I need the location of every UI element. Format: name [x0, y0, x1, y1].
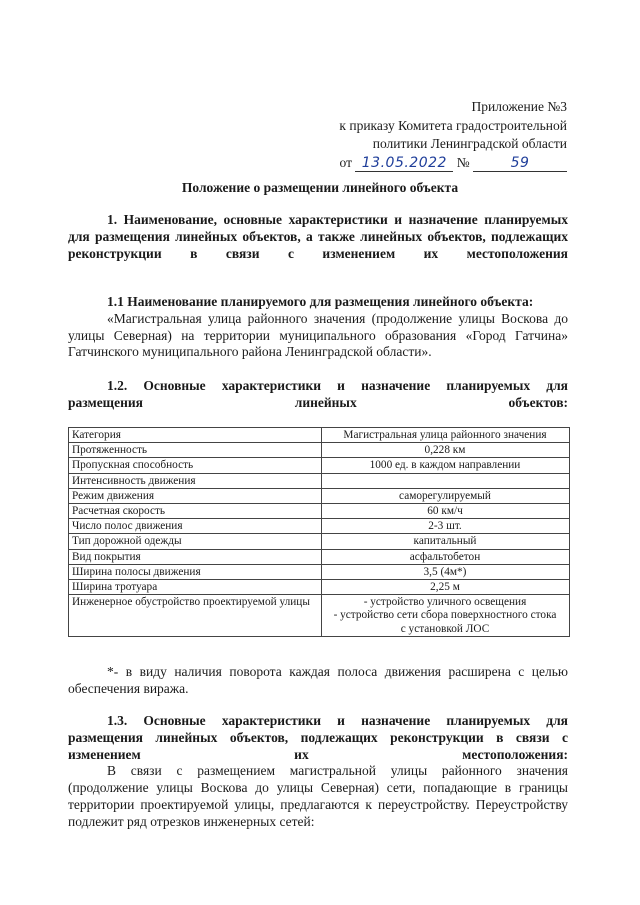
appendix-line-1: Приложение №3 [471, 99, 567, 114]
row-value: 3,5 (4м*) [322, 564, 570, 579]
section-1-1-heading: 1.1 Наименование планируемого для размещения линейного объекта: [107, 294, 534, 309]
handwritten-date: 13.05.2022 [361, 154, 447, 171]
appendix-header [339, 98, 567, 172]
row-value: 0,228 км [322, 443, 570, 458]
table-row [69, 595, 570, 637]
row-label: Ширина полосы движения [69, 564, 322, 579]
date-prefix: от [339, 154, 352, 170]
table-row [69, 443, 570, 458]
section-1-1-text: «Магистральная улица районного значения (продолжение улицы Воскова до улицы Северная) на территории муниципального образования «Город Гатчина» Гатчинского муниципального района Ленинградской области». [68, 310, 568, 360]
table-row [69, 519, 570, 534]
row-label: Инженерное обустройство проектируемой улицы [69, 595, 322, 637]
table-row [69, 458, 570, 473]
row-value: капитальный [322, 534, 570, 549]
table-row [69, 428, 570, 443]
section-1-1 [68, 294, 568, 361]
order-date-line [339, 154, 567, 173]
appendix-line-2: к приказу Комитета градостроительной [339, 117, 567, 133]
document-title: Положение о размещении линейного объекта [181, 180, 459, 195]
table-row [69, 580, 570, 595]
row-value [322, 473, 570, 488]
row-value: - устройство уличного освещения - устройство сети сбора поверхностного стока с установкой ЛОС [322, 595, 570, 637]
row-value: асфальтобетон [322, 549, 570, 564]
row-label: Вид покрытия [69, 549, 322, 564]
number-field [473, 155, 567, 172]
number-prefix: № [456, 154, 470, 170]
row-value: 2,25 м [322, 580, 570, 595]
table-row [69, 534, 570, 549]
date-field [355, 155, 453, 172]
handwritten-number: 59 [510, 154, 530, 171]
section-1-3-heading: 1.3. Основные характеристики и назначение планируемых для размещения линейных объектов, подлежащих реконструкции в связи с изменением их местоположения: [68, 713, 568, 762]
row-label: Тип дорожной одежды [69, 534, 322, 549]
table-row [69, 488, 570, 503]
footnote: *- в виду наличия поворота каждая полоса движения расширена с целью обеспечения виража. [68, 664, 568, 696]
row-label: Протяженность [69, 443, 322, 458]
appendix-line-3: политики Ленинградской области [372, 136, 567, 151]
section-1-2-heading: 1.2. Основные характеристики и назначение планируемых для размещения линейных объектов: [68, 378, 568, 410]
row-label: Категория [69, 428, 322, 443]
row-value: 60 км/ч [322, 504, 570, 519]
characteristics-table [68, 427, 570, 637]
table-row [69, 549, 570, 564]
row-value: саморегулируемый [322, 488, 570, 503]
row-value: 2-3 шт. [322, 519, 570, 534]
section-1-3-text: В связи с размещением магистральной улицы районного значения (продолжение улицы Воскова до улицы Северная) сети, попадающие в границы территории проектируемой улицы, предлагаются к переустройству. Переустройству подлежит ряд отрезков инженерных сетей: [68, 763, 568, 829]
section-1-heading: 1. Наименование, основные характеристики и назначение планируемых для размещения линейных объектов, а также линейных объектов, подлежащих реконструкции в связи с изменением их местоположения [68, 212, 568, 261]
row-label: Расчетная скорость [69, 504, 322, 519]
characteristics-table-body [69, 428, 570, 637]
section-1-3 [68, 713, 568, 831]
row-label: Пропускная способность [69, 458, 322, 473]
table-row [69, 504, 570, 519]
row-value: 1000 ед. в каждом направлении [322, 458, 570, 473]
row-value: Магистральная улица районного значения [322, 428, 570, 443]
table-row [69, 473, 570, 488]
row-label: Интенсивность движения [69, 473, 322, 488]
row-label: Число полос движения [69, 519, 322, 534]
row-label: Ширина тротуара [69, 580, 322, 595]
row-label: Режим движения [69, 488, 322, 503]
table-row [69, 564, 570, 579]
